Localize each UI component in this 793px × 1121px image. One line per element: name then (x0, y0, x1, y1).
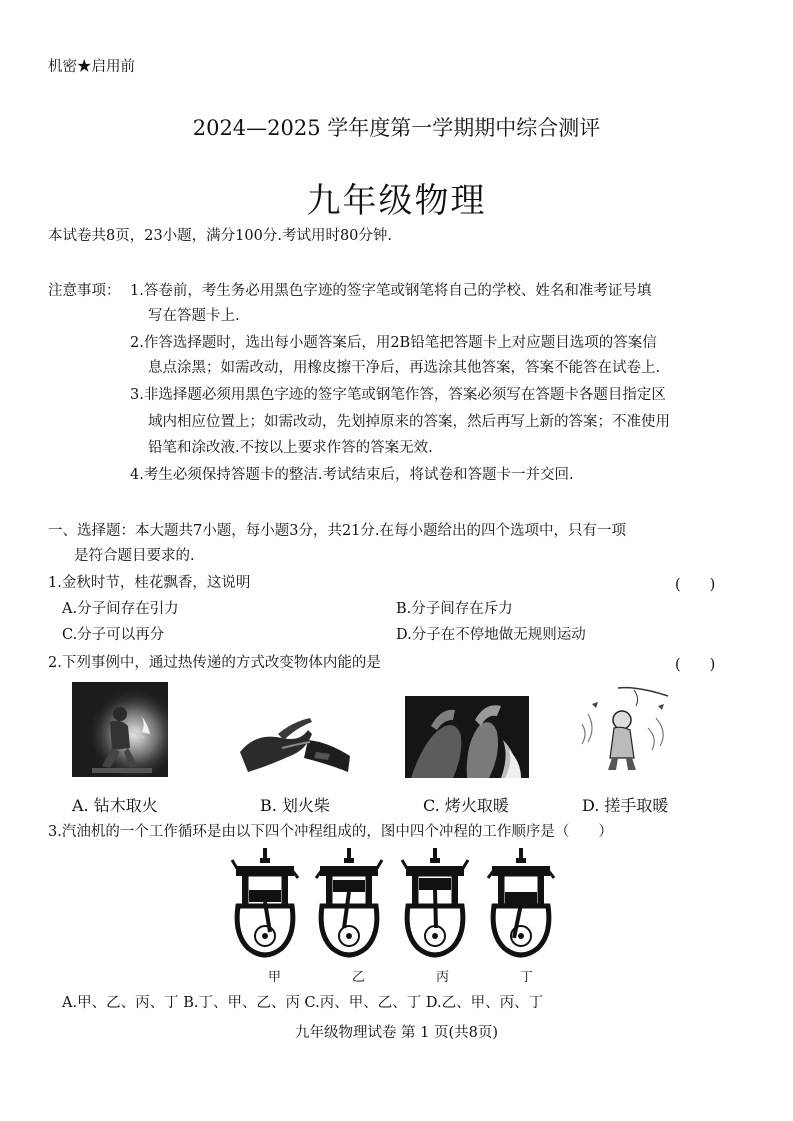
q2-caption-a: A. 钻木取火 (72, 796, 158, 815)
q1-option-d: D.分子在不停地做无规则运动 (396, 627, 586, 643)
stroke-label-ding: 丁 (520, 970, 534, 985)
engine-strokes-diagram (230, 848, 560, 964)
q1-option-b: B.分子间存在斥力 (396, 601, 513, 617)
note-line: 写在答题卡上. (148, 308, 240, 324)
note-line: 1.答卷前，考生务必用黑色字迹的签字笔或钢笔将自己的学校、姓名和准考证号填 (130, 283, 652, 299)
note-line: 域内相应位置上；如需改动，先划掉原来的答案，然后再写上新的答案；不准使用 (148, 414, 670, 430)
rubbing-hands-image (578, 684, 674, 776)
confidential-mark: 机密★启用前 (48, 59, 135, 75)
q2-caption-c: C. 烤火取暖 (423, 796, 509, 815)
page-footer: 九年级物理试卷 第 1 页(共8页) (294, 1025, 499, 1041)
exam-title: 2024—2025 学年度第一学期期中综合测评 (192, 116, 601, 140)
q2-stem: 2.下列事例中，通过热传递的方式改变物体内能的是 (48, 655, 381, 671)
warming-hands-by-fire-image (405, 696, 529, 778)
exam-intro: 本试卷共8页，23小题，满分100分.考试用时80分钟. (48, 228, 393, 244)
drilling-wood-fire-image (72, 682, 168, 777)
q1-answer-paren: ( ) (675, 577, 716, 593)
q2-answer-paren: ( ) (675, 657, 716, 673)
q3-options: A.甲、乙、丙、丁 B.丁、甲、乙、丙 C.丙、甲、乙、丁 D.乙、甲、丙、丁 (62, 995, 544, 1011)
note-line: 铅笔和涂改液.不按以上要求作答的答案无效. (148, 440, 433, 456)
subject-title: 九年级物理 (306, 181, 487, 221)
q2-caption-b: B. 划火柴 (260, 796, 330, 815)
note-line: 息点涂黑；如需改动，用橡皮擦干净后，再选涂其他答案，答案不能答在试卷上. (148, 360, 661, 376)
section-heading-cont: 是符合题目要求的. (74, 548, 195, 564)
stroke-label-bing: 丙 (436, 970, 450, 985)
stroke-label-yi: 乙 (352, 970, 366, 985)
note-line: 2.作答选择题时，选出每小题答案后，用2B铅笔把答题卡上对应题目选项的答案信 (130, 335, 657, 351)
q1-option-a: A.分子间存在引力 (62, 601, 179, 617)
striking-match-image (238, 712, 354, 780)
note-line: 3.非选择题必须用黑色字迹的签字笔或钢笔作答，答案必须写在答题卡各题目指定区 (130, 387, 666, 403)
note-line: 4.考生必须保持答题卡的整洁.考试结束后，将试卷和答题卡一并交回. (130, 467, 574, 483)
notes-label: 注意事项： (48, 283, 121, 299)
q3-stem: 3.汽油机的一个工作循环是由以下四个冲程组成的，图中四个冲程的工作顺序是（ ） (48, 824, 613, 840)
q1-stem: 1.金秋时节，桂花飘香，这说明 (48, 575, 251, 591)
stroke-label-jia: 甲 (268, 970, 282, 985)
section-heading: 一、选择题：本大题共7小题，每小题3分，共21分.在每小题给出的四个选项中，只有一项 (48, 523, 627, 539)
q2-caption-d: D. 搓手取暖 (582, 796, 669, 815)
q1-option-c: C.分子可以再分 (62, 627, 165, 643)
